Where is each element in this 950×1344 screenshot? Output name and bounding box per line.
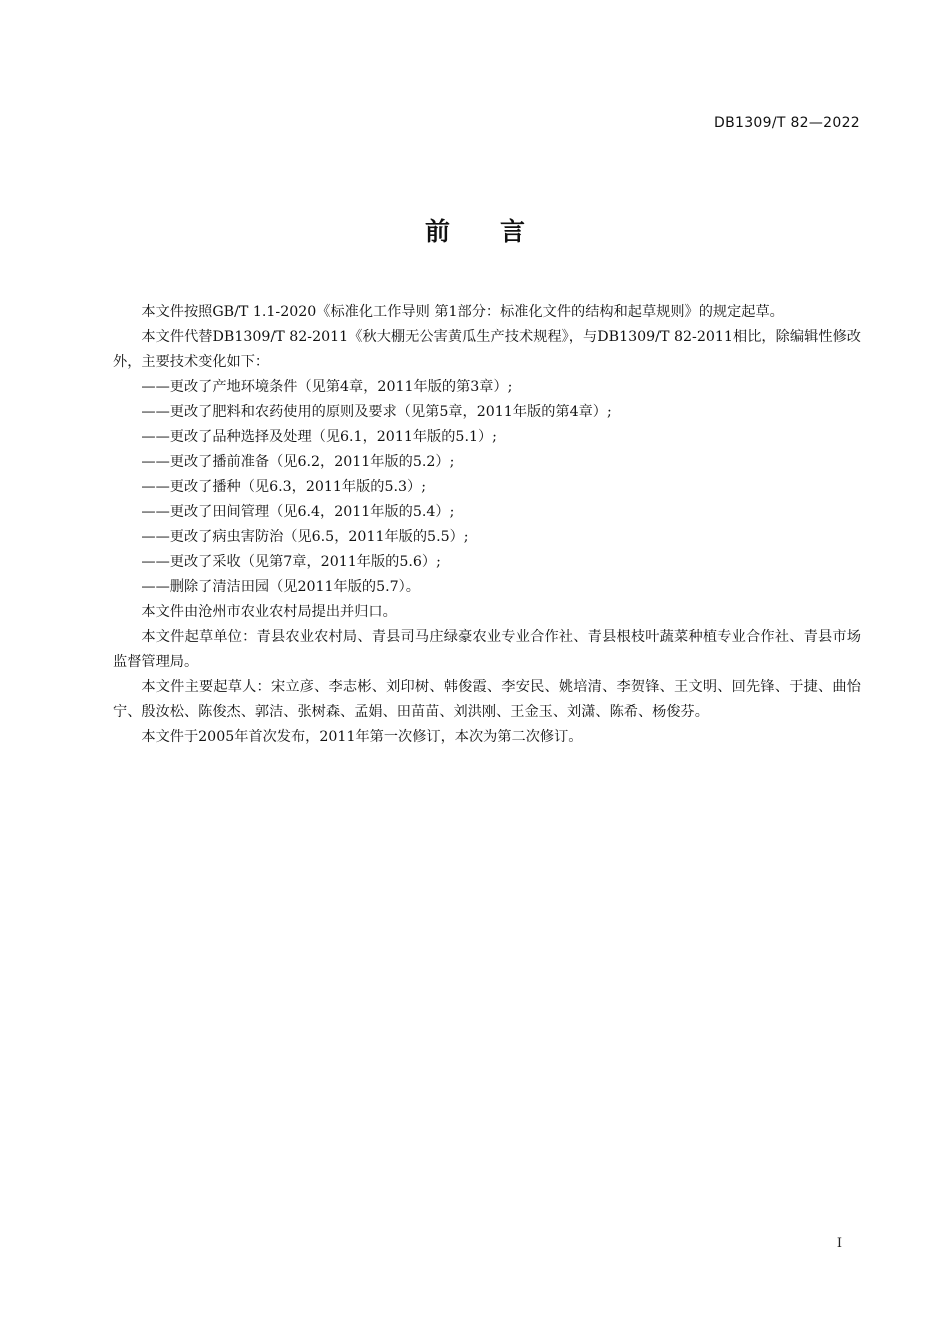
list-item: ——更改了品种选择及处理（见6.1，2011年版的5.1）; [141,429,497,445]
list-item: ——更改了病虫害防治（见6.5，2011年版的5.5）; [141,529,469,545]
list-item: ——更改了产地环境条件（见第4章，2011年版的第3章）; [141,379,513,395]
list-item: ——更改了采收（见第7章，2011年版的5.6）; [141,554,441,570]
list-item: ——更改了播前准备（见6.2，2011年版的5.2）; [141,454,455,470]
document-code: DB1309/T 82—2022 [714,115,860,131]
paragraph-proposer: 本文件由沧州市农业农村局提出并归口。 [141,604,397,620]
list-item: ——更改了田间管理（见6.4，2011年版的5.4）; [141,504,455,520]
paragraph-basis: 本文件按照GB/T 1.1-2020《标准化工作导则 第1部分：标准化文件的结构和起草规则》的规定起草。 [141,304,784,320]
list-item: ——删除了清洁田园（见2011年版的5.7）。 [141,579,420,595]
paragraph-history: 本文件于2005年首次发布，2011年第一次修订，本次为第二次修订。 [141,729,583,745]
page-title: 前言 [424,217,575,246]
page-number: I [836,1236,842,1251]
paragraph-drafters: 本文件主要起草人：宋立彦、李志彬、刘印树、韩俊霞、李安民、姚培清、李贺锋、王文明、回先锋、于捷、曲怡宁、殷汝松、陈俊杰、郭洁、张树森、孟娟、田苗苗、刘洪刚、王金玉、刘潇、陈希、杨俊芬。 [113,679,861,720]
paragraph-replacement: 本文件代替DB1309/T 82-2011《秋大棚无公害黄瓜生产技术规程》，与DB1309/T 82-2011相比，除编辑性修改外，主要技术变化如下： [113,329,861,370]
list-item: ——更改了肥料和农药使用的原则及要求（见第5章，2011年版的第4章）; [141,404,612,420]
foreword-body [113,300,861,750]
paragraph-drafting-units: 本文件起草单位：青县农业农村局、青县司马庄绿豪农业专业合作社、青县根枝叶蔬菜种植专业合作社、青县市场监督管理局。 [113,629,861,670]
list-item: ——更改了播种（见6.3，2011年版的5.3）; [141,479,427,495]
